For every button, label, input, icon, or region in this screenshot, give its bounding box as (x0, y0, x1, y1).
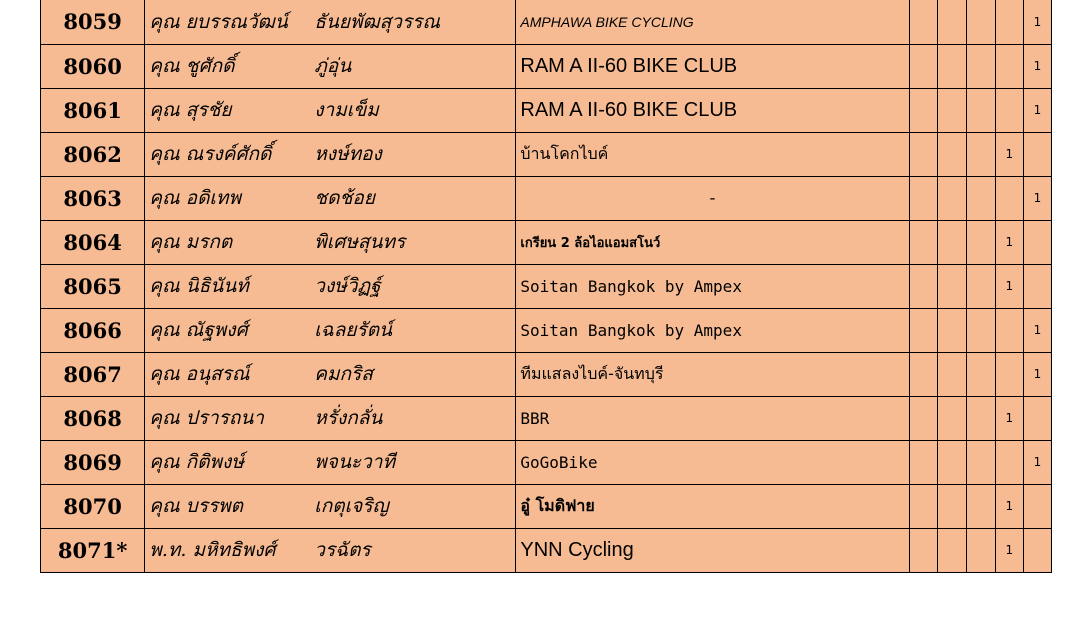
category-mark (995, 352, 1023, 396)
category-mark (1023, 484, 1051, 528)
rider-first-name: คุณ อนุสรณ์ (145, 352, 310, 396)
category-mark (909, 44, 937, 88)
rider-first-name: คุณ มรกต (145, 220, 310, 264)
table-row (41, 264, 1052, 308)
category-mark (995, 308, 1023, 352)
category-mark (937, 396, 966, 440)
rider-last-name: คมกริส (310, 352, 516, 396)
table-row (41, 396, 1052, 440)
table-row (41, 88, 1052, 132)
rider-first-name: คุณ ณรงค์ศักดิ์ (145, 132, 310, 176)
rider-last-name: วรฉัตร (310, 528, 516, 572)
category-mark: 1 (995, 528, 1023, 572)
category-mark: 1 (995, 484, 1023, 528)
club-name: AMPHAWA BIKE CYCLING (516, 0, 909, 44)
category-mark (909, 0, 937, 44)
table-row (41, 352, 1052, 396)
rider-last-name: ชดช้อย (310, 176, 516, 220)
bib-number: 8061 (41, 88, 145, 132)
club-name: - (516, 176, 909, 220)
bib-number: 8066 (41, 308, 145, 352)
rider-first-name: คุณ บรรพต (145, 484, 310, 528)
category-mark (995, 44, 1023, 88)
club-name: RAM A II-60 BIKE CLUB (516, 44, 909, 88)
rider-last-name: พิเศษสุนทร (310, 220, 516, 264)
club-name: ทีมแสลงไบค์-จันทบุรี (516, 352, 909, 396)
category-mark (937, 132, 966, 176)
club-name: อู๋ โมดิฟาย (516, 484, 909, 528)
category-mark (966, 396, 995, 440)
category-mark (966, 440, 995, 484)
category-mark (966, 176, 995, 220)
bib-number: 8068 (41, 396, 145, 440)
category-mark (909, 352, 937, 396)
category-mark (937, 44, 966, 88)
club-name: YNN Cycling (516, 528, 909, 572)
club-name: RAM A II-60 BIKE CLUB (516, 88, 909, 132)
category-mark (937, 352, 966, 396)
category-mark (909, 88, 937, 132)
category-mark (937, 220, 966, 264)
rider-last-name: หรั่งกลั่น (310, 396, 516, 440)
rider-last-name: พจนะวาที (310, 440, 516, 484)
rider-first-name: คุณ ชูศักดิ์ (145, 44, 310, 88)
category-mark (966, 220, 995, 264)
category-mark (909, 396, 937, 440)
club-name: บ้านโคกไบค์ (516, 132, 909, 176)
category-mark: 1 (1023, 88, 1051, 132)
rider-last-name: วงษ์วิฏฐ์ (310, 264, 516, 308)
category-mark: 1 (1023, 352, 1051, 396)
table-row (41, 308, 1052, 352)
bib-number: 8065 (41, 264, 145, 308)
club-name: Soitan Bangkok by Ampex (516, 264, 909, 308)
rider-first-name: คุณ กิติพงษ์ (145, 440, 310, 484)
bib-number: 8063 (41, 176, 145, 220)
category-mark: 1 (995, 396, 1023, 440)
rider-first-name: คุณ นิธินันท์ (145, 264, 310, 308)
category-mark (937, 176, 966, 220)
category-mark (1023, 396, 1051, 440)
category-mark (966, 528, 995, 572)
category-mark: 1 (1023, 0, 1051, 44)
category-mark (937, 528, 966, 572)
category-mark (995, 440, 1023, 484)
bib-number: 8060 (41, 44, 145, 88)
table-row (41, 484, 1052, 528)
category-mark: 1 (1023, 176, 1051, 220)
category-mark (995, 0, 1023, 44)
category-mark (937, 440, 966, 484)
category-mark (909, 528, 937, 572)
bib-number: 8070 (41, 484, 145, 528)
category-mark (966, 308, 995, 352)
category-mark (966, 132, 995, 176)
rider-last-name: ธันยพัฒสุวรรณ (310, 0, 516, 44)
category-mark (937, 264, 966, 308)
category-mark: 1 (1023, 440, 1051, 484)
bib-number: 8064 (41, 220, 145, 264)
table-row (41, 220, 1052, 264)
category-mark (909, 176, 937, 220)
category-mark (966, 44, 995, 88)
bib-number: 8069 (41, 440, 145, 484)
table-row (41, 528, 1052, 572)
rider-first-name: คุณ ปรารถนา (145, 396, 310, 440)
category-mark (909, 264, 937, 308)
table-row (41, 176, 1052, 220)
category-mark: 1 (1023, 44, 1051, 88)
category-mark (909, 132, 937, 176)
category-mark (1023, 132, 1051, 176)
category-mark (966, 88, 995, 132)
category-mark (1023, 264, 1051, 308)
bib-number: 8059 (41, 0, 145, 44)
bib-number: 8067 (41, 352, 145, 396)
table-body (41, 0, 1052, 572)
category-mark (909, 440, 937, 484)
category-mark (966, 264, 995, 308)
rider-last-name: เฉลยรัตน์ (310, 308, 516, 352)
category-mark (909, 308, 937, 352)
club-name: BBR (516, 396, 909, 440)
category-mark (909, 484, 937, 528)
rider-first-name: คุณ ณัฐพงศ์ (145, 308, 310, 352)
club-name: GoGoBike (516, 440, 909, 484)
table-row (41, 0, 1052, 44)
category-mark (937, 308, 966, 352)
table-row (41, 440, 1052, 484)
rider-first-name: คุณ สุรชัย (145, 88, 310, 132)
rider-first-name: พ.ท. มหิทธิพงศ์ (145, 528, 310, 572)
club-name: Soitan Bangkok by Ampex (516, 308, 909, 352)
category-mark (1023, 220, 1051, 264)
rider-last-name: หงษ์ทอง (310, 132, 516, 176)
registration-table (40, 0, 1052, 573)
rider-last-name: งามเข็ม (310, 88, 516, 132)
table-row (41, 44, 1052, 88)
category-mark (966, 352, 995, 396)
category-mark (937, 484, 966, 528)
category-mark (937, 0, 966, 44)
table-row (41, 132, 1052, 176)
category-mark (937, 88, 966, 132)
bib-number: 8062 (41, 132, 145, 176)
category-mark (1023, 528, 1051, 572)
rider-last-name: เกตุเจริญ (310, 484, 516, 528)
bib-number: 8071* (41, 528, 145, 572)
club-name: เกรียน 2 ล้อไอแอมสโนว์ (516, 220, 909, 264)
rider-first-name: คุณ ยบรรณวัฒน์ (145, 0, 310, 44)
category-mark (995, 88, 1023, 132)
category-mark: 1 (995, 264, 1023, 308)
category-mark: 1 (995, 132, 1023, 176)
category-mark (966, 484, 995, 528)
category-mark (909, 220, 937, 264)
category-mark (966, 0, 995, 44)
rider-last-name: ภู่อุ่น (310, 44, 516, 88)
rider-first-name: คุณ อดิเทพ (145, 176, 310, 220)
category-mark (995, 176, 1023, 220)
category-mark: 1 (995, 220, 1023, 264)
category-mark: 1 (1023, 308, 1051, 352)
